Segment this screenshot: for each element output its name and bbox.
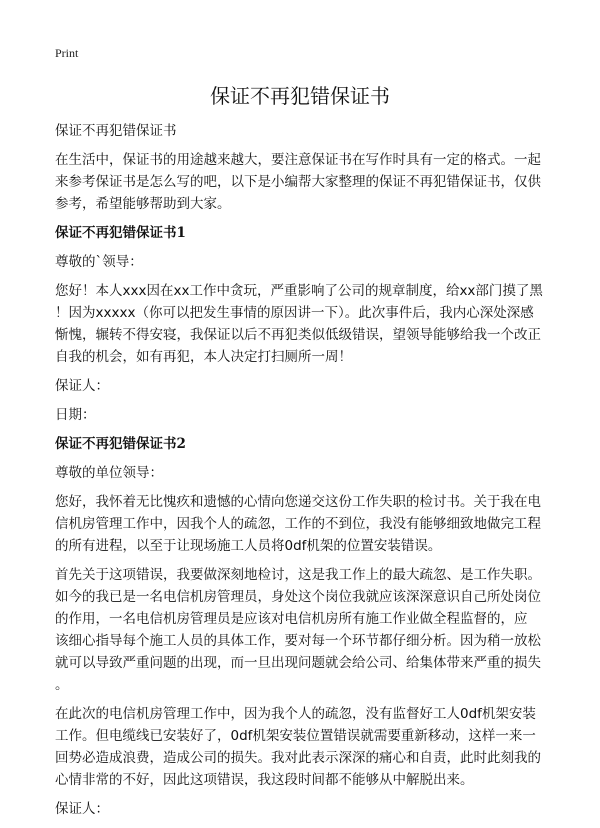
- text-line: 在生活中，保证书的用途越来越大，要注意保证书在写作时具有一定的格式。一起: [55, 152, 541, 168]
- text-line: 在此次的电信机房管理工作中，因为我个人的疏忽，没有监督好工人0df机架安装: [55, 706, 536, 722]
- paragraph: [55, 375, 555, 397]
- text-line: 保证人：: [55, 801, 109, 817]
- print-link[interactable]: Print: [55, 46, 79, 60]
- text-line: 的所有进程，以至于让现场施工人员将0df机架的位置安装错误。: [55, 538, 442, 554]
- text-line: ！因为xxxxx（你可以把发生事情的原因讲一下）。此次事件后，我内心深处深感: [55, 305, 534, 321]
- text-line: 参考，希望能够帮助到大家。: [55, 196, 231, 212]
- document-body: [55, 120, 555, 827]
- text-line: 。: [55, 677, 69, 693]
- paragraph: [55, 280, 555, 368]
- paragraph: [55, 149, 555, 215]
- paragraph: [55, 703, 555, 791]
- text-line: 保证不再犯错保证书: [55, 123, 177, 139]
- text-line: 首先关于这项错误，我要做深刻地检讨，这是我工作上的最大疏忽、是工作失职。: [55, 567, 541, 583]
- paragraph: [55, 404, 555, 426]
- section-heading: [55, 222, 555, 244]
- paragraph: [55, 251, 555, 273]
- text-line: 心情非常的不好，因此这项错误，我这段时间都不能够从中解脱出来。: [55, 772, 474, 788]
- text-line: 尊敬的`领导：: [55, 254, 143, 270]
- document-title: 保证不再犯错保证书: [210, 84, 390, 108]
- text-line: 日期：: [55, 407, 96, 423]
- paragraph: [55, 120, 555, 142]
- text-line: 您好，我怀着无比愧疚和遗憾的心情向您递交这份工作失职的检讨书。关于我在电: [55, 494, 541, 510]
- text-line: 工作。但电缆线已安装好了，0df机架安装位置错误就需要重新移动，这样一来一: [55, 728, 536, 744]
- text-line: 该细心指导每个施工人员的具体工作，要对每一个环节都仔细分析。因为稍一放松: [55, 633, 541, 649]
- text-line: 自我的机会，如有再犯，本人决定打扫厕所一周！: [55, 349, 352, 365]
- paragraph: [55, 462, 555, 484]
- text-line: 保证不再犯错保证书2: [55, 436, 186, 452]
- text-line: 您好！本人xxx因在xx工作中贪玩，严重影响了公司的规章制度，给xx部门摸了黑: [55, 283, 543, 299]
- paragraph: [55, 798, 555, 820]
- paragraph: [55, 564, 555, 696]
- text-line: 的作用，一名电信机房管理员是应该对电信机房所有施工作业做全程监督的，应: [55, 611, 528, 627]
- section-heading: [55, 433, 555, 455]
- text-line: 回势必造成浪费，造成公司的损失。我对此表示深深的痛心和自责，此时此刻我的: [55, 750, 541, 766]
- text-line: 保证不再犯错保证书1: [55, 225, 186, 241]
- paragraph: [55, 491, 555, 557]
- text-line: 就可以导致严重问题的出现，而一旦出现问题就会给公司、给集体带来严重的损失: [55, 655, 541, 671]
- text-line: 保证人：: [55, 378, 109, 394]
- text-line: 尊敬的单位领导：: [55, 465, 163, 481]
- text-line: 来参考保证书是怎么写的吧，以下是小编帮大家整理的保证不再犯错保证书，仅供: [55, 174, 541, 190]
- text-line: 惭愧，辗转不得安寝，我保证以后不再犯类似低级错误，望领导能够给我一个改正: [55, 327, 541, 343]
- text-line: 如今的我已是一名电信机房管理员，身处这个岗位我就应该深深意识自己所处岗位: [55, 589, 541, 605]
- text-line: 信机房管理工作中，因我个人的疏忽，工作的不到位，我没有能够细致地做完工程: [55, 516, 541, 532]
